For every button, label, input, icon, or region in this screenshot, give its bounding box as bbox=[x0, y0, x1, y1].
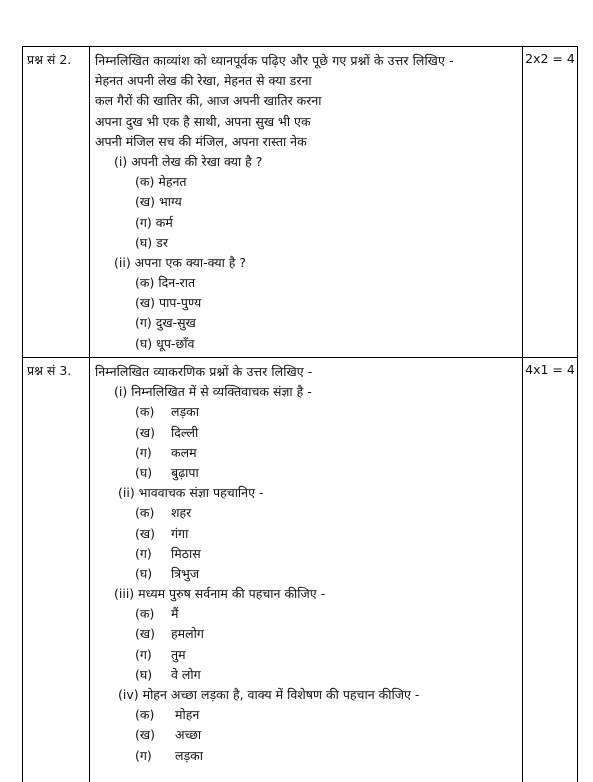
question-table bbox=[22, 46, 578, 782]
option-text: मोहन bbox=[175, 707, 199, 722]
option-text: हमलोग bbox=[171, 626, 204, 641]
subquestion: (iii) मध्यम पुरुष सर्वनाम की पहचान कीजिए - bbox=[95, 584, 518, 604]
option bbox=[95, 172, 518, 192]
option-label: (ख) bbox=[135, 524, 171, 544]
option-text: अच्छा bbox=[175, 727, 201, 742]
option bbox=[95, 524, 518, 544]
subquestion: (ii) अपना एक क्या-क्या है ? bbox=[95, 253, 518, 273]
option-text: लड़का bbox=[175, 748, 203, 763]
option-label: (ग) bbox=[135, 645, 171, 665]
option-text: कर्म bbox=[156, 215, 173, 230]
option-label: (घ) bbox=[135, 336, 152, 351]
option-label: (क) bbox=[135, 503, 171, 523]
option-label: (क) bbox=[135, 275, 154, 290]
subquestion: (iv) मोहन अच्छा लड़का है, वाक्य में विशेषण की पहचान कीजिए - bbox=[95, 685, 518, 705]
question-marks: 4x1 = 4 bbox=[523, 358, 578, 782]
option-label: (ग) bbox=[135, 315, 152, 330]
option-label: (क) bbox=[135, 604, 171, 624]
option-text: त्रिभुज bbox=[171, 566, 199, 581]
question-row-2 bbox=[23, 47, 578, 358]
option bbox=[95, 334, 518, 354]
option-label: (क) bbox=[135, 174, 154, 189]
option bbox=[95, 213, 518, 233]
option bbox=[95, 544, 518, 564]
option bbox=[95, 645, 518, 665]
option-text: दिन-रात bbox=[158, 275, 195, 290]
option bbox=[95, 564, 518, 584]
question-instruction: निम्नलिखित काव्यांश को ध्यानपूर्वक पढ़िए और पूछे गए प्रश्नों के उत्तर लिखिए - bbox=[95, 51, 518, 71]
option-text: तुम bbox=[171, 647, 186, 662]
option-text: दिल्ली bbox=[171, 425, 198, 440]
option bbox=[95, 746, 518, 766]
option-label: (घ) bbox=[135, 665, 171, 685]
option bbox=[95, 624, 518, 644]
option-label: (क) bbox=[135, 705, 175, 725]
option-text: भाग्य bbox=[159, 194, 182, 209]
option-text: मिठास bbox=[171, 546, 201, 561]
subquestion: (i) अपनी लेख की रेखा क्या है ? bbox=[95, 152, 518, 172]
question-marks: 2x2 = 4 bbox=[523, 47, 578, 358]
poem-line: मेहनत अपनी लेख की रेखा, मेहनत से क्या डरना bbox=[95, 71, 518, 91]
option bbox=[95, 665, 518, 685]
question-number: प्रश्न सं 3. bbox=[23, 358, 90, 782]
question-body bbox=[90, 358, 523, 782]
option bbox=[95, 604, 518, 624]
option-text: मेहनत bbox=[158, 174, 186, 189]
option-label: (क) bbox=[135, 402, 171, 422]
question-body bbox=[90, 47, 523, 358]
question-number: प्रश्न सं 2. bbox=[23, 47, 90, 358]
question-row-3 bbox=[23, 358, 578, 782]
option-label: (ख) bbox=[135, 194, 155, 209]
option-text: धूप-छाँव bbox=[156, 336, 194, 351]
option-text: पाप-पुण्य bbox=[159, 295, 201, 310]
option bbox=[95, 273, 518, 293]
option bbox=[95, 402, 518, 422]
option-label: (ख) bbox=[135, 624, 171, 644]
option-text: दुख-सुख bbox=[156, 315, 196, 330]
poem-line: कल गैरों की खातिर की, आज अपनी खातिर करना bbox=[95, 91, 518, 111]
option bbox=[95, 705, 518, 725]
option bbox=[95, 313, 518, 333]
option-label: (घ) bbox=[135, 463, 171, 483]
option-text: शहर bbox=[171, 505, 191, 520]
option-text: कलम bbox=[171, 445, 197, 460]
option-text: डर bbox=[156, 235, 168, 250]
subquestion: (i) निम्नलिखित में से व्यक्तिवाचक संज्ञा है - bbox=[95, 382, 518, 402]
option-label: (ग) bbox=[135, 746, 175, 766]
option-label: (ख) bbox=[135, 725, 175, 745]
poem-line: अपना दुख भी एक है साथी, अपना सुख भी एक bbox=[95, 112, 518, 132]
option-label: (ख) bbox=[135, 423, 171, 443]
option-label: (घ) bbox=[135, 235, 152, 250]
option-label: (ग) bbox=[135, 215, 152, 230]
option bbox=[95, 463, 518, 483]
option-text: लड़का bbox=[171, 404, 199, 419]
option-text: वे लोग bbox=[171, 667, 201, 682]
option-label: (घ) bbox=[135, 564, 171, 584]
subquestion: (ii) भाववाचक संज्ञा पहचानिए - bbox=[95, 483, 518, 503]
option bbox=[95, 443, 518, 463]
option bbox=[95, 233, 518, 253]
poem-line: अपनी मंजिल सच की मंजिल, अपना रास्ता नेक bbox=[95, 132, 518, 152]
option bbox=[95, 293, 518, 313]
question-instruction: निम्नलिखित व्याकरणिक प्रश्नों के उत्तर लिखिए - bbox=[95, 362, 518, 382]
option-label: (ग) bbox=[135, 544, 171, 564]
option-text: मैं bbox=[171, 606, 178, 621]
option bbox=[95, 192, 518, 212]
option bbox=[95, 423, 518, 443]
option-text: गंगा bbox=[171, 526, 188, 541]
option-label: (ख) bbox=[135, 295, 155, 310]
option-text: बुढ़ापा bbox=[171, 465, 199, 480]
option-label: (ग) bbox=[135, 443, 171, 463]
option bbox=[95, 503, 518, 523]
option bbox=[95, 725, 518, 745]
